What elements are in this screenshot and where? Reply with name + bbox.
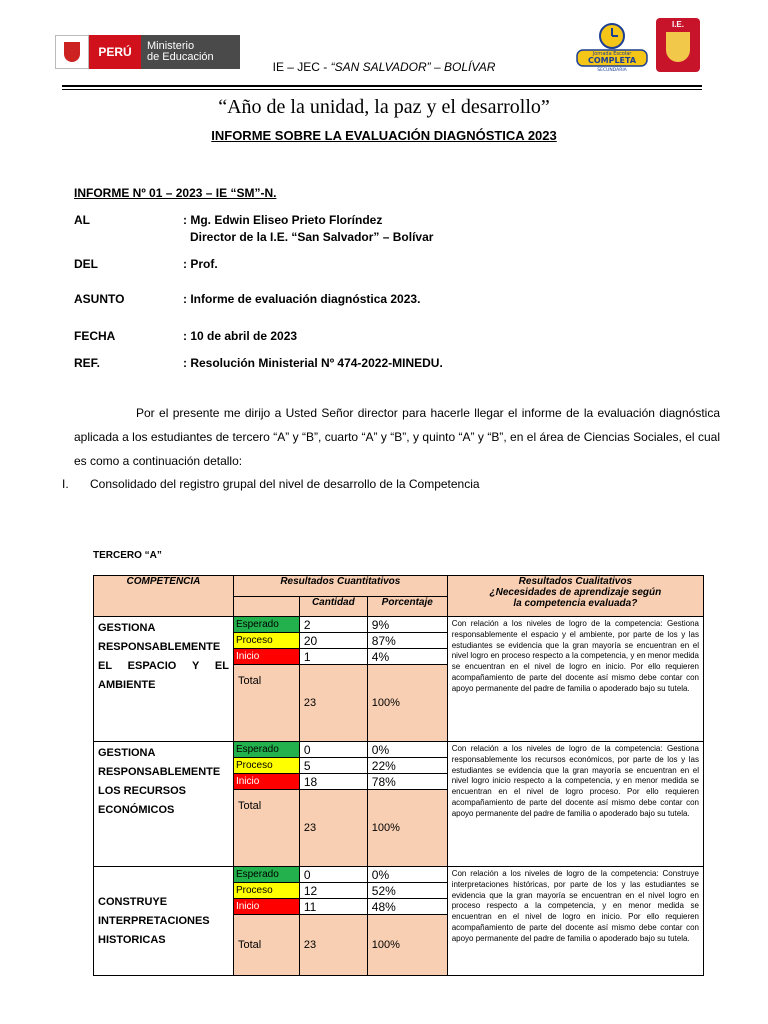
table-row: Proceso 12 52% xyxy=(94,883,704,899)
header-competencia: COMPETENCIA xyxy=(94,576,234,617)
level-inicio: Inicio xyxy=(233,649,299,665)
competencia-cell: GESTIONA RESPONSABLEMENTE LOS RECURSOS ECONÓMICOS xyxy=(94,742,234,867)
level-inicio: Inicio xyxy=(233,899,299,915)
ref-value: : Resolución Ministerial Nº 474-2022-MINEDU. xyxy=(183,356,443,370)
level-proceso: Proceso xyxy=(233,758,299,774)
svg-text:SECUNDARIA: SECUNDARIA xyxy=(597,68,627,72)
level-inicio: Inicio xyxy=(233,774,299,790)
table-row-total: Total 23 100% xyxy=(94,790,704,867)
level-esperado: Esperado xyxy=(233,617,299,633)
to-value-2: Director de la I.E. “San Salvador” – Bolívar xyxy=(190,230,434,244)
memo-number: INFORME Nº 01 – 2023 – IE “SM”-N. xyxy=(74,186,277,200)
to-value: : Mg. Edwin Eliseo Prieto Floríndez xyxy=(183,213,383,227)
table-header-row xyxy=(94,576,704,597)
cualitativo-cell: Con relación a los niveles de logro de la competencia: Gestiona responsablemente el espacio y el ambiente, por parte de los y las estudiantes se evidencia que la gran mayoría se encuentran en el nivel logro en proceso respecto a la competencia, y en menor medida se encuentran en el nivel de logro en inicio. Por ello requieren acompañamiento de parte del docente así mismo debe contar con apoyo permanente del padre de familia o apoderado bajo su tutela. xyxy=(447,617,703,742)
level-esperado: Esperado xyxy=(233,742,299,758)
svg-text:COMPLETA: COMPLETA xyxy=(587,56,637,65)
level-proceso: Proceso xyxy=(233,883,299,899)
level-esperado: Esperado xyxy=(233,867,299,883)
table-row: Inicio 18 78% xyxy=(94,774,704,790)
competencia-cell: CONSTRUYE INTERPRETACIONES HISTORICAS xyxy=(94,867,234,976)
date-value: : 10 de abril de 2023 xyxy=(183,329,298,343)
cualitativo-cell: Con relación a los niveles de logro de la competencia: Construye interpretaciones históricas, por parte de los y las estudiantes se evidencia que la gran mayoría se encuentran en el nivel logro en proceso respecto a la competencia, y en menor medida se encuentran en el nivel de logro en inicio. Por ello requieren acompañamiento de parte del docente así mismo debe contar con apoyo permanente del padre de familia o apoderado bajo su tutela. xyxy=(447,867,703,976)
peru-label: PERÚ xyxy=(89,35,141,69)
report-title: INFORME SOBRE LA EVALUACIÓN DIAGNÓSTICA 2023 xyxy=(211,128,557,143)
table-row: GESTIONA RESPONSABLEMENTE EL ESPACIO Y EL AMBIENTE Esperado 2 9% Con relación a los niveles de logro de la competencia: Gestiona responsablemente el espacio y el ambiente, por parte de los y las estudiantes se evidencia que la gran mayoría se encuentran en el nivel logro en proceso respecto a la competencia, y en menor medida se encuentran en el nivel de logro en inicio. Por ello requieren acompañamiento de parte del docente así mismo debe contar con apoyo permanente del padre de familia o apoderado bajo su tutela. xyxy=(94,617,704,633)
header-cuantitativos: Resultados Cuantitativos xyxy=(233,576,447,597)
school-crest-logo xyxy=(656,18,700,72)
ministry-label: Ministerio de Educación xyxy=(141,35,240,69)
table-row: Inicio 11 48% xyxy=(94,899,704,915)
header-porcentaje: Porcentaje xyxy=(367,596,447,617)
table-row: Proceso 20 87% xyxy=(94,633,704,649)
level-proceso: Proceso xyxy=(233,633,299,649)
from-label: DEL xyxy=(74,257,98,271)
body-paragraph: Por el presente me dirijo a Usted Señor director para hacerle llegar el informe de la evaluación diagnóstica aplicada a los estudiantes de tercero “A” y “B”, cuarto “A” y “B”, y quinto “A” y “B”, en el área de Ciencias Sociales, el cual es como a continuación detallo: xyxy=(74,406,720,468)
table-row: GESTIONA RESPONSABLEMENTE LOS RECURSOS ECONÓMICOS Esperado 0 0% Con relación a los niveles de logro de la competencia: Gestiona responsablemente los recursos económicos, por parte de los y las estudiantes se evidencia que la gran mayoría se encuentran en el nivel logro inicio respecto a la competencia, y en menor medida se encuentran en el nivel de logro proceso. Por ello requieren acompañamiento de parte del docente así mismo debe contar con apoyo permanente del padre de familia o apoderado bajo su tutela. xyxy=(94,742,704,758)
competencia-cell: GESTIONA RESPONSABLEMENTE EL ESPACIO Y EL AMBIENTE xyxy=(94,617,234,742)
school-line: IE – JEC - “SAN SALVADOR” – BOLÍVAR xyxy=(272,60,496,74)
subject-value: : Informe de evaluación diagnóstica 2023. xyxy=(183,292,421,306)
grade-label: TERCERO “A” xyxy=(93,550,162,561)
header-rule xyxy=(62,85,702,87)
subject-label: ASUNTO xyxy=(74,292,125,306)
cualitativo-cell: Con relación a los niveles de logro de la competencia: Gestiona responsablemente los recursos económicos, por parte de los y las estudiantes se evidencia que la gran mayoría se encuentran en el nivel logro inicio respecto a la competencia, y en menor medida se encuentran en el nivel de logro proceso. Por ello requieren acompañamiento de parte del docente así mismo debe contar con apoyo permanente del padre de familia o apoderado bajo su tutela. xyxy=(447,742,703,867)
table-row: Proceso 5 22% xyxy=(94,758,704,774)
svg-text:Jornada Escolar: Jornada Escolar xyxy=(592,51,632,57)
ref-label: REF. xyxy=(74,356,101,370)
crest-text: I.E. xyxy=(671,20,684,29)
from-value: : Prof. xyxy=(183,257,218,271)
section-heading: I. Consolidado del registro grupal del nivel de desarrollo de la Competencia xyxy=(62,477,480,491)
date-label: FECHA xyxy=(74,329,116,343)
to-label: AL xyxy=(74,213,90,227)
header-cantidad: Cantidad xyxy=(299,596,367,617)
table-row-total: Total 23 100% xyxy=(94,665,704,742)
header-rule-thin xyxy=(62,89,702,90)
header-cualitativos: Resultados Cualitativos ¿Necesidades de aprendizaje según la competencia evaluada? xyxy=(447,576,703,617)
year-motto: “Año de la unidad, la paz y el desarrollo” xyxy=(218,96,550,118)
results-table xyxy=(93,575,704,976)
table-row: Inicio 1 4% xyxy=(94,649,704,665)
jornada-escolar-logo xyxy=(575,22,649,72)
table-row-total: Total 23 100% xyxy=(94,915,704,976)
table-row: CONSTRUYE INTERPRETACIONES HISTORICAS Esperado 0 0% Con relación a los niveles de logro de la competencia: Construye interpretaciones históricas, por parte de los y las estudiantes se evidencia que la gran mayoría se encuentran en el nivel logro en proceso respecto a la competencia, y en menor medida se encuentran en el nivel de logro en inicio. Por ello requieren acompañamiento de parte del docente así mismo debe contar con apoyo permanente del padre de familia o apoderado bajo su tutela. xyxy=(94,867,704,883)
